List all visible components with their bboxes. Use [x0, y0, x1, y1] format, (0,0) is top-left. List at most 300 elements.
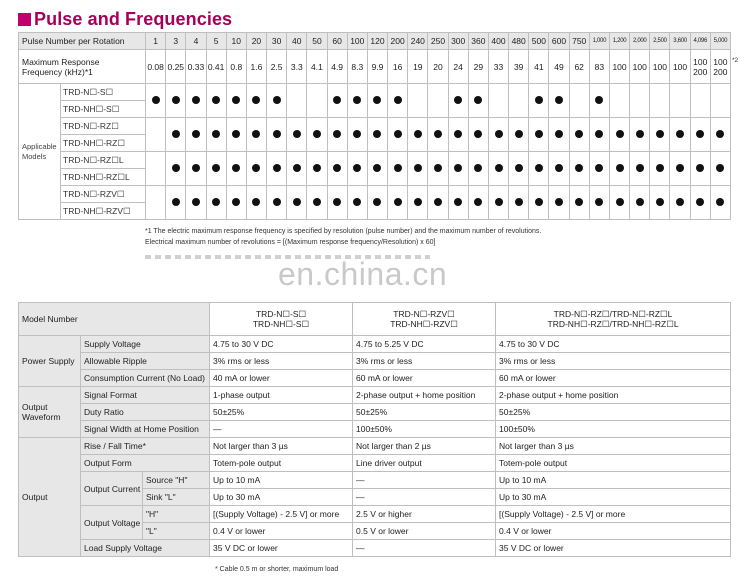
model-support-cell [267, 118, 287, 152]
note-2: Electrical maximum number of revolutions = [(Maximum response frequency/Resolution) x 60] [145, 239, 436, 246]
dot-icon [616, 198, 624, 206]
model-support-cell [388, 152, 408, 186]
frequency-cell: 0.33 [186, 50, 206, 84]
model-name: TRD-N☐-S☐ [61, 84, 146, 101]
pulse-cell: 4 [186, 33, 206, 50]
dot-icon [474, 96, 482, 104]
model-support-cell [589, 84, 609, 118]
frequency-cell: 100 [609, 50, 629, 84]
model-support-cell [549, 186, 569, 220]
model-support-cell [650, 118, 670, 152]
voltage-l-1: 0.4 V or lower [210, 523, 353, 540]
model-support-cell [367, 118, 387, 152]
frequency-cell: 2.5 [267, 50, 287, 84]
model-support-cell [670, 152, 690, 186]
model-support-cell [609, 186, 629, 220]
model-support-cell [388, 118, 408, 152]
pulse-cell: 750 [569, 33, 589, 50]
model-support-cell [347, 152, 367, 186]
model-support-cell [166, 152, 186, 186]
model-support-cell [589, 186, 609, 220]
frequency-cell: 16 [388, 50, 408, 84]
model-number-label: Model Number [19, 303, 210, 336]
dot-icon [454, 96, 462, 104]
model-support-cell [589, 118, 609, 152]
dot-icon [434, 164, 442, 172]
dot-icon [333, 96, 341, 104]
model-support-cell [468, 84, 488, 118]
ripple-1: 3% rms or less [210, 353, 353, 370]
model-support-cell [408, 186, 428, 220]
model-support-cell [166, 84, 186, 118]
frequency-cell: 100 [630, 50, 650, 84]
dot-icon [474, 130, 482, 138]
dot-icon [333, 198, 341, 206]
pulse-cell: 240 [408, 33, 428, 50]
dot-icon [454, 164, 462, 172]
dot-icon [414, 164, 422, 172]
model-support-cell [206, 118, 226, 152]
dot-icon [273, 130, 281, 138]
dot-icon [696, 198, 704, 206]
model-support-cell [287, 186, 307, 220]
section-title [18, 8, 232, 30]
model-support-cell [146, 152, 166, 186]
model-support-cell [690, 118, 710, 152]
dot-icon [495, 198, 503, 206]
model-support-cell [488, 152, 508, 186]
supply-voltage-label: Supply Voltage [81, 336, 210, 353]
dot-icon [474, 164, 482, 172]
signal-width-3: 100±50% [496, 421, 731, 438]
dot-icon [232, 96, 240, 104]
dot-icon [252, 130, 260, 138]
dot-icon [555, 198, 563, 206]
pulse-cell: 480 [509, 33, 529, 50]
model-support-cell [206, 84, 226, 118]
pulse-cell: 500 [529, 33, 549, 50]
dot-icon [595, 96, 603, 104]
rise-fall-1: Not larger than 3 µs [210, 438, 353, 455]
pulse-cell: 20 [246, 33, 266, 50]
title-text: Pulse and Frequencies [34, 8, 233, 29]
dot-icon [595, 130, 603, 138]
dot-icon [595, 198, 603, 206]
voltage-l-3: 0.4 V or lower [496, 523, 731, 540]
model-support-cell [690, 186, 710, 220]
dot-icon [353, 164, 361, 172]
model-support-cell [327, 118, 347, 152]
model-support-cell [327, 84, 347, 118]
voltage-l-label: "L" [143, 523, 210, 540]
model-name: TRD-N☐-RZ☐L [61, 152, 146, 169]
pulse-cell: 60 [327, 33, 347, 50]
model-support-cell [367, 152, 387, 186]
model-support-cell [609, 84, 629, 118]
output-label: Output [19, 438, 81, 557]
dot-icon [192, 198, 200, 206]
model-support-cell [307, 84, 327, 118]
model-support-cell [529, 152, 549, 186]
dot-icon [212, 96, 220, 104]
pulse-cell: 2,000 [630, 33, 650, 50]
dot-icon [575, 164, 583, 172]
dot-icon [676, 164, 684, 172]
model-support-cell [428, 186, 448, 220]
model-support-cell [488, 118, 508, 152]
dot-icon [394, 164, 402, 172]
model-name: TRD-NH☐-RZ☐L [61, 169, 146, 186]
model-support-cell [609, 152, 629, 186]
model-support-cell [186, 186, 206, 220]
duty-ratio-2: 50±25% [353, 404, 496, 421]
frequency-cell: 24 [448, 50, 468, 84]
signal-format-2: 2-phase output + home position [353, 387, 496, 404]
pulse-cell: 5 [206, 33, 226, 50]
model-support-cell [509, 152, 529, 186]
signal-format-label: Signal Format [81, 387, 210, 404]
dot-icon [252, 96, 260, 104]
dot-icon [696, 130, 704, 138]
model-support-cell [468, 152, 488, 186]
pulse-cell: 300 [448, 33, 468, 50]
output-current-label: Output Current [81, 472, 143, 506]
voltage-l-2: 0.5 V or lower [353, 523, 496, 540]
model-support-cell [690, 152, 710, 186]
model-support-cell [246, 152, 266, 186]
model-support-cell [630, 186, 650, 220]
output-form-2: Line driver output [353, 455, 496, 472]
frequency-cell: 9.9 [367, 50, 387, 84]
dot-icon [535, 96, 543, 104]
signal-format-3: 2-phase output + home position [496, 387, 731, 404]
supply-voltage-1: 4.75 to 30 V DC [210, 336, 353, 353]
pulse-cell: 30 [267, 33, 287, 50]
dot-icon [676, 130, 684, 138]
model-support-cell [367, 84, 387, 118]
model-col-3: TRD-N☐-RZ☐/TRD-N☐-RZ☐L TRD-NH☐-RZ☐/TRD-NH☐-RZ☐L [496, 303, 731, 336]
dot-icon [575, 130, 583, 138]
pulse-cell: 200 [388, 33, 408, 50]
model-support-cell [327, 186, 347, 220]
applicable-models-label: Applicable Models [19, 84, 61, 220]
model-support-cell [630, 152, 650, 186]
model-support-cell [670, 186, 690, 220]
dot-icon [373, 130, 381, 138]
model-support-cell [650, 186, 670, 220]
dot-icon [212, 164, 220, 172]
model-support-cell [287, 152, 307, 186]
dot-icon [676, 198, 684, 206]
dot-icon [535, 164, 543, 172]
model-support-cell [347, 186, 367, 220]
frequency-cell: 0.41 [206, 50, 226, 84]
supply-voltage-2: 4.75 to 5.25 V DC [353, 336, 496, 353]
dot-icon [273, 198, 281, 206]
model-support-cell [448, 152, 468, 186]
model-name: TRD-NH☐-RZ☐ [61, 135, 146, 152]
model-support-cell [710, 186, 730, 220]
pulse-cell: 50 [307, 33, 327, 50]
max-response-label: Maximum Response Frequency (kHz)*1 [19, 50, 146, 84]
dot-icon [333, 130, 341, 138]
voltage-h-3: [(Supply Voltage) - 2.5 V] or more [496, 506, 731, 523]
dot-icon [636, 164, 644, 172]
pulse-cell: 40 [287, 33, 307, 50]
pulse-cell: 3,600 [670, 33, 690, 50]
dot-icon [575, 198, 583, 206]
frequency-cell: 49 [549, 50, 569, 84]
dot-icon [394, 130, 402, 138]
output-waveform-label: Output Waveform [19, 387, 81, 438]
sink-l-1: Up to 30 mA [210, 489, 353, 506]
model-support-cell [569, 84, 589, 118]
rise-fall-label: Rise / Fall Time* [81, 438, 210, 455]
sink-l-2: — [353, 489, 496, 506]
rise-fall-3: Not larger than 3 µs [496, 438, 731, 455]
output-form-3: Totem-pole output [496, 455, 731, 472]
frequency-cell: 1.6 [246, 50, 266, 84]
model-support-cell [226, 186, 246, 220]
frequency-cell: 20 [428, 50, 448, 84]
consumption-label: Consumption Current (No Load) [81, 370, 210, 387]
model-name: TRD-NH☐-RZV☐ [61, 203, 146, 220]
model-support-cell [710, 152, 730, 186]
model-support-cell [448, 118, 468, 152]
model-support-cell [267, 84, 287, 118]
pulse-cell: 10 [226, 33, 246, 50]
model-support-cell [267, 186, 287, 220]
model-support-cell [307, 118, 327, 152]
dot-icon [495, 164, 503, 172]
model-support-cell [650, 84, 670, 118]
model-support-cell [146, 118, 166, 152]
dot-icon [555, 96, 563, 104]
dot-icon [212, 198, 220, 206]
model-support-cell [529, 186, 549, 220]
dot-icon [716, 130, 724, 138]
frequency-cell: 3.3 [287, 50, 307, 84]
pulse-cell: 5,000 [710, 33, 730, 50]
model-support-cell [448, 186, 468, 220]
model-support-cell [468, 118, 488, 152]
model-support-cell [428, 152, 448, 186]
model-support-cell [146, 84, 166, 118]
model-support-cell [509, 186, 529, 220]
note-marker-2: *2 [732, 57, 739, 64]
load-supply-label: Load Supply Voltage [81, 540, 210, 557]
dot-icon [716, 164, 724, 172]
frequency-cell: 100 [670, 50, 690, 84]
dot-icon [172, 96, 180, 104]
model-support-cell [428, 118, 448, 152]
dot-icon [656, 198, 664, 206]
dot-icon [373, 198, 381, 206]
dot-icon [273, 164, 281, 172]
dot-icon [616, 130, 624, 138]
dot-icon [616, 164, 624, 172]
model-col-1: TRD-N☐-S☐ TRD-NH☐-S☐ [210, 303, 353, 336]
frequency-cell: 100 200 [710, 50, 730, 84]
dot-icon [656, 130, 664, 138]
dot-icon [293, 198, 301, 206]
allowable-ripple-label: Allowable Ripple [81, 353, 210, 370]
ripple-2: 3% rms or less [353, 353, 496, 370]
dot-icon [535, 198, 543, 206]
dot-icon [172, 198, 180, 206]
dot-icon [252, 164, 260, 172]
dot-icon [273, 96, 281, 104]
model-support-cell [226, 152, 246, 186]
frequency-cell: 4.1 [307, 50, 327, 84]
watermark: en.china.cn [278, 256, 448, 292]
signal-width-label: Signal Width at Home Position [81, 421, 210, 438]
model-support-cell [146, 186, 166, 220]
model-support-cell [569, 152, 589, 186]
dot-icon [353, 198, 361, 206]
dot-icon [313, 130, 321, 138]
pulse-cell: 100 [347, 33, 367, 50]
model-support-cell [388, 84, 408, 118]
load-supply-2: — [353, 540, 496, 557]
frequency-cell: 8.3 [347, 50, 367, 84]
dot-icon [172, 164, 180, 172]
dot-icon [454, 130, 462, 138]
model-support-cell [549, 84, 569, 118]
model-support-cell [408, 84, 428, 118]
voltage-h-1: [(Supply Voltage) - 2.5 V] or more [210, 506, 353, 523]
dot-icon [394, 96, 402, 104]
model-support-cell [509, 84, 529, 118]
model-support-cell [630, 118, 650, 152]
dot-icon [636, 130, 644, 138]
dot-icon [555, 164, 563, 172]
consumption-3: 60 mA or lower [496, 370, 731, 387]
model-support-cell [509, 118, 529, 152]
model-support-cell [347, 118, 367, 152]
model-support-cell [529, 118, 549, 152]
frequency-cell: 0.8 [226, 50, 246, 84]
model-support-cell [529, 84, 549, 118]
pulse-cell: 2,500 [650, 33, 670, 50]
model-support-cell [347, 84, 367, 118]
dot-icon [232, 164, 240, 172]
source-h-1: Up to 10 mA [210, 472, 353, 489]
model-support-cell [287, 84, 307, 118]
model-support-cell [246, 118, 266, 152]
pulse-cell: 400 [488, 33, 508, 50]
model-support-cell [569, 118, 589, 152]
specification-table [18, 302, 731, 557]
dot-icon [515, 164, 523, 172]
model-support-cell [670, 118, 690, 152]
model-support-cell [206, 152, 226, 186]
dot-icon [353, 96, 361, 104]
supply-voltage-3: 4.75 to 30 V DC [496, 336, 731, 353]
output-form-label: Output Form [81, 455, 210, 472]
model-support-cell [650, 152, 670, 186]
frequency-cell: 29 [468, 50, 488, 84]
model-support-cell [246, 186, 266, 220]
pulse-cell: 1,000 [589, 33, 609, 50]
pulse-frequency-table [18, 32, 731, 220]
sink-l-3: Up to 30 mA [496, 489, 731, 506]
dot-icon [232, 130, 240, 138]
dot-icon [414, 198, 422, 206]
rise-fall-2: Not larger than 2 µs [353, 438, 496, 455]
pulse-cell: 3 [166, 33, 186, 50]
dot-icon [373, 96, 381, 104]
model-support-cell [226, 118, 246, 152]
duty-ratio-label: Duty Ratio [81, 404, 210, 421]
pulse-cell: 1,200 [609, 33, 629, 50]
consumption-2: 60 mA or lower [353, 370, 496, 387]
pulse-cell: 1 [146, 33, 166, 50]
model-support-cell [307, 186, 327, 220]
dot-icon [313, 198, 321, 206]
frequency-cell: 19 [408, 50, 428, 84]
signal-format-1: 1-phase output [210, 387, 353, 404]
dot-icon [212, 130, 220, 138]
model-support-cell [246, 84, 266, 118]
signal-width-1: — [210, 421, 353, 438]
model-support-cell [166, 186, 186, 220]
dot-icon [232, 198, 240, 206]
model-support-cell [488, 84, 508, 118]
pulse-cell: 250 [428, 33, 448, 50]
model-support-cell [589, 152, 609, 186]
load-supply-3: 35 V DC or lower [496, 540, 731, 557]
model-support-cell [287, 118, 307, 152]
model-support-cell [690, 84, 710, 118]
source-h-3: Up to 10 mA [496, 472, 731, 489]
frequency-cell: 39 [509, 50, 529, 84]
dot-icon [555, 130, 563, 138]
dot-icon [192, 96, 200, 104]
model-support-cell [549, 118, 569, 152]
note-1: *1 The electric maximum response frequency is specified by resolution (pulse number) and the maximum number of revolutions. [145, 228, 542, 235]
model-support-cell [630, 84, 650, 118]
dot-icon [394, 198, 402, 206]
pulse-cell: 4,096 [690, 33, 710, 50]
source-h-2: — [353, 472, 496, 489]
model-support-cell [670, 84, 690, 118]
dot-icon [172, 130, 180, 138]
dot-icon [414, 130, 422, 138]
model-support-cell [569, 186, 589, 220]
dot-icon [434, 198, 442, 206]
dot-icon [434, 130, 442, 138]
voltage-h-label: "H" [143, 506, 210, 523]
source-h-label: Source "H" [143, 472, 210, 489]
dot-icon [192, 130, 200, 138]
dot-icon [535, 130, 543, 138]
title-square-icon [18, 13, 31, 26]
model-support-cell [186, 152, 206, 186]
pulse-cell: 600 [549, 33, 569, 50]
dot-icon [474, 198, 482, 206]
dot-icon [293, 164, 301, 172]
footnote: * Cable 0.5 m or shorter, maximum load [215, 566, 339, 573]
model-support-cell [206, 186, 226, 220]
frequency-cell: 0.08 [146, 50, 166, 84]
model-support-cell [488, 186, 508, 220]
frequency-cell: 33 [488, 50, 508, 84]
signal-width-2: 100±50% [353, 421, 496, 438]
model-support-cell [710, 118, 730, 152]
frequency-cell: 41 [529, 50, 549, 84]
output-form-1: Totem-pole output [210, 455, 353, 472]
